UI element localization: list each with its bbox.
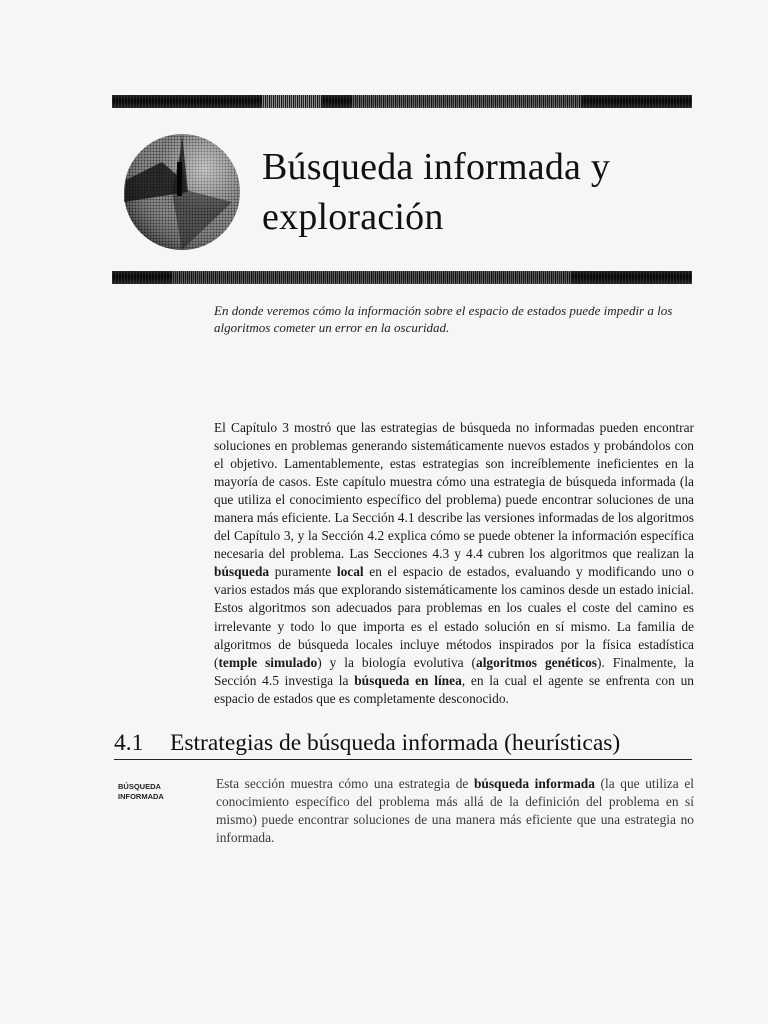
term-busqueda: búsqueda: [214, 564, 270, 580]
term-algoritmos-geneticos: algoritmos genéticos: [476, 654, 598, 670]
chapter-title: Búsqueda informada y exploración: [262, 146, 611, 238]
section-number: 4.1: [114, 730, 144, 756]
chapter-epigraph: En donde veremos cómo la información sobre el espacio de estados puede impedir a los algoritmos cometer un error en la oscuridad.: [214, 303, 673, 335]
section-heading: [114, 729, 692, 760]
chapter-emblem-icon: [122, 132, 242, 252]
top-decorative-rule: [112, 95, 692, 108]
intro-paragraph: El Capítulo 3 mostró que las estrategias de búsqueda no informadas pueden encontrar soluciones en problemas generando sistemáticamente nuevos estados y probándolos con el objetivo. Lamentablemente, estas estrategias son increíblemente ineficientes en la mayoría de casos. Este capítulo muestra cómo una estrategia de búsqueda informada (la que utiliza el conocimiento específico del problema) puede encontrar soluciones de una manera más eficiente. La Sección 4.1 describe las versiones informadas de los algoritmos del Capítulo 3, y la Sección 4.2 explica cómo se puede obtener la información específica necesaria del problema. Las Secciones 4.3 y 4.4 cubren los algoritmos que realizan la búsqueda puramente local en el espacio de estados, evaluando y modificando uno o varios estados más que explorando sistemáticamente los caminos desde un estado inicial. Estos algoritmos son adecuados para problemas en los cuales el coste del camino es irrelevante y todo lo que importa es el estado solución en sí mismo. La familia de algoritmos de búsqueda locales incluye métodos inspirados por la física estadística (temple simulado) y la biología evolutiva (algoritmos genéticos). Finalmente, la Sección 4.5 investiga la búsqueda en línea, en la cual el agente se enfrenta con un espacio de estados que es completamente desconocido.: [214, 420, 694, 706]
margin-note: BÚSQUEDA INFORMADA: [118, 782, 164, 801]
term-busqueda-informada: búsqueda informada: [473, 776, 595, 791]
term-local: local: [336, 564, 364, 580]
term-temple-simulado: temple simulado: [218, 654, 318, 670]
bottom-decorative-rule: [112, 271, 692, 284]
term-busqueda-en-linea: búsqueda en línea: [354, 672, 462, 688]
section-title: Estrategias de búsqueda informada (heurísticas): [170, 730, 621, 756]
section-paragraph: Esta sección muestra cómo una estrategia de búsqueda informada (la que utiliza el conocimiento específico del problema más allá de la definición del problema en sí mismo) puede encontrar soluciones de una manera más eficiente que una estrategia no informada.: [216, 776, 694, 846]
